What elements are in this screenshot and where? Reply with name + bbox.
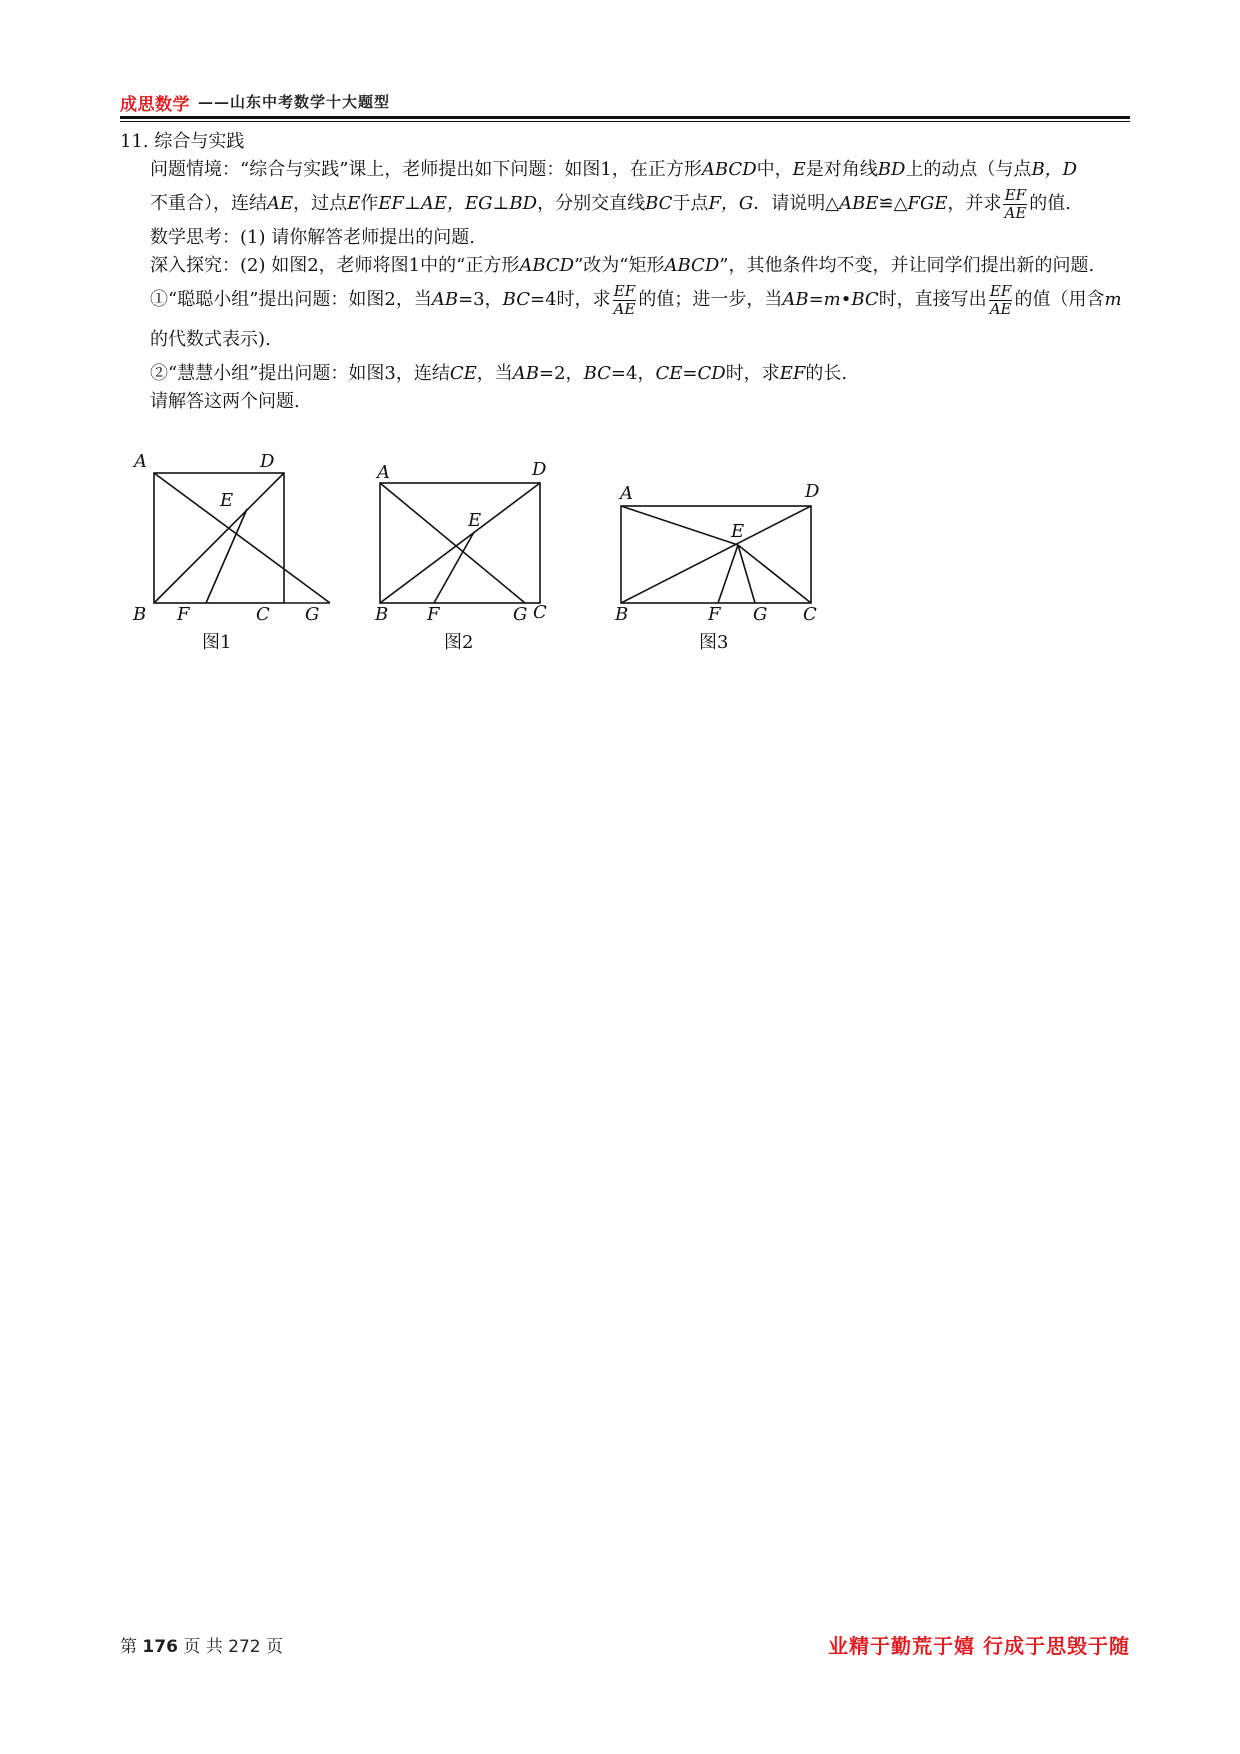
fig2-label-e: E [468, 510, 482, 531]
fig2-diagonal-bd [380, 483, 540, 603]
fig2-label-b: B [375, 604, 389, 625]
fig3-label-f: F [708, 604, 721, 625]
footer-motto: 业精于勤荒于嬉 行成于思毁于随 [828, 1634, 1130, 1658]
figure-2-diagram [380, 483, 540, 603]
problem-number: 11. [120, 131, 149, 152]
problem-situation-line1: 问题情境：“综合与实践”课上，老师提出如下问题：如图1，在正方形ABCD中，E是对角线BD上的动点（与点B，D [150, 159, 1078, 180]
fig3-caption: 图3 [699, 632, 729, 653]
total-pages: 272 [228, 1637, 261, 1657]
fig2-label-g: G [513, 604, 528, 625]
fig2-label-f: F [427, 604, 440, 625]
fig3-label-e: E [731, 521, 745, 542]
current-page: 176 [142, 1637, 178, 1657]
fig3-label-b: B [615, 604, 629, 625]
fig3-label-d: D [805, 481, 820, 502]
fig2-label-c: C [533, 602, 547, 623]
fig3-line-ae [621, 506, 738, 545]
fig1-caption: 图1 [202, 632, 232, 653]
fig3-label-a: A [620, 483, 633, 504]
fig1-line-ef [206, 509, 247, 603]
geometry-figures [130, 448, 970, 678]
fig1-label-b: B [133, 604, 147, 625]
figures-area [130, 448, 970, 678]
deep-exploration: 深入探究：(2) 如图2，老师将图1中的“正方形ABCD”改为“矩形ABCD”，其他条件均不变，并让同学们提出新的问题. [150, 255, 1095, 276]
fig1-label-g: G [305, 604, 320, 625]
fig1-label-d: D [260, 451, 275, 472]
fraction-ef-ae: $\frac{EF}{AE}$ [1004, 185, 1027, 222]
problem-body [120, 128, 1130, 416]
fig3-line-ec [738, 545, 811, 603]
page-number: 第 176 页 共 272 页 [120, 1637, 283, 1657]
fig3-label-g: G [753, 604, 768, 625]
fig1-line-ae-extended [154, 473, 330, 603]
figure-1-diagram [154, 473, 330, 603]
question-1: ①“聪聪小组”提出问题：如图2，当AB=3，BC=4时，求 $\frac{EF}{AE}$ 的值；进一步，当AB=m•BC时，直接写出 $\frac{EF}{AE}$ 的值（用含m的代数式表示). [150, 281, 1122, 350]
figure-3-diagram [621, 506, 811, 603]
problem-heading [120, 128, 1130, 156]
fig1-label-e: E [220, 490, 234, 511]
closing-instruction: 请解答这两个问题. [150, 391, 300, 412]
page-header [120, 90, 1130, 124]
fig3-line-ef [718, 545, 738, 603]
fig3-diagonal-bd [621, 506, 811, 603]
fig2-caption: 图2 [444, 632, 474, 653]
fig1-label-c: C [256, 604, 270, 625]
problem-situation-line2: 不重合），连结AE，过点E作EF⊥AE，EG⊥BD，分别交直线BC于点F，G．请说明△ABE≌△FGE，并求 $\frac{EF}{AE}$ 的值. [150, 185, 1072, 222]
problem-title: 综合与实践 [154, 131, 245, 152]
fig3-line-eg [738, 545, 755, 603]
fraction-ef-ae-q1b: $\frac{EF}{AE}$ [989, 281, 1012, 318]
fig2-label-a: A [377, 462, 390, 483]
fig2-label-d: D [532, 459, 547, 480]
fig3-label-c: C [803, 604, 817, 625]
header-rule-thin [120, 121, 1130, 122]
fig2-line-ag [380, 483, 525, 603]
fig2-line-ef [434, 532, 474, 603]
brand-logo: 成思数学 [120, 95, 190, 115]
fig1-label-a: A [134, 451, 147, 472]
header-rule-thick [120, 116, 1130, 119]
fraction-ef-ae-q1a: $\frac{EF}{AE}$ [613, 281, 636, 318]
fig1-label-f: F [177, 604, 190, 625]
header-subtitle: ——山东中考数学十大题型 [198, 93, 391, 111]
fig1-diagonal-bd [154, 473, 284, 603]
question-2: ②“慧慧小组”提出问题：如图3，连结CE，当AB=2，BC=4，CE=CD时，求EF的长. [150, 363, 848, 384]
math-thinking: 数学思考：(1) 请你解答老师提出的问题. [150, 227, 475, 248]
